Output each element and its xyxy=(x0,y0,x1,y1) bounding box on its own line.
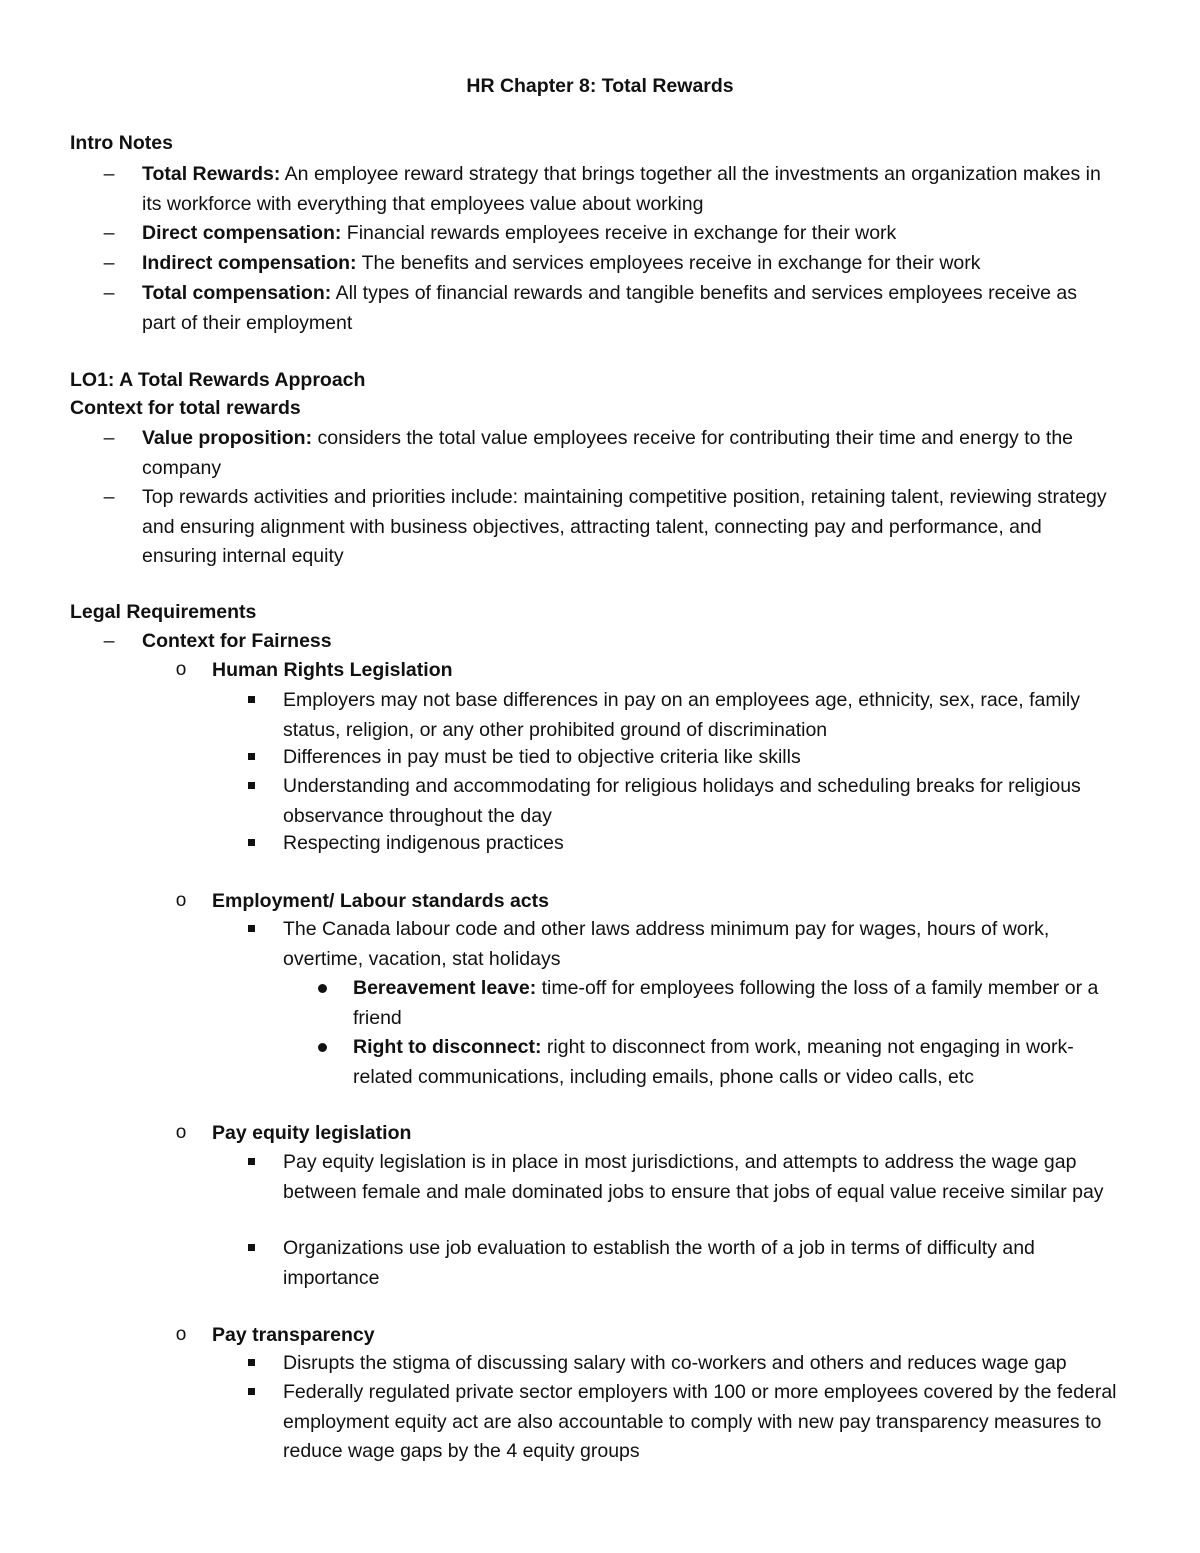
human-rights-label: Human Rights Legislation xyxy=(212,659,453,681)
definition: right to disconnect from work, meaning not engaging in work-related communications, including emails, phone calls or video calls, etc xyxy=(353,1036,1074,1088)
square-bullet xyxy=(248,782,255,789)
definition: An employee reward strategy that brings together all the investments an organization makes in its workforce with everything that employees value about working xyxy=(142,163,1101,215)
term: Direct compensation: xyxy=(142,222,342,244)
term: Total Rewards: xyxy=(142,163,281,185)
point-text: Disrupts the stigma of discussing salary with co-workers and others and reduces wage gap xyxy=(283,1352,1067,1374)
circle-bullet: o xyxy=(175,659,187,680)
intro-item-direct-compensation xyxy=(100,219,1110,249)
legal-heading: Legal Requirements xyxy=(70,601,257,623)
dash-bullet: – xyxy=(103,252,115,274)
dash-bullet: – xyxy=(103,486,115,508)
square-bullet xyxy=(248,1244,255,1251)
intro-item-total-rewards xyxy=(100,160,1110,219)
bereavement-leave-point xyxy=(310,974,1122,1033)
employment-standards-label: Employment/ Labour standards acts xyxy=(212,890,549,912)
pay-transparency-item xyxy=(172,1321,1132,1351)
human-rights-point xyxy=(240,743,1132,773)
pay-transparency-label: Pay transparency xyxy=(212,1324,375,1346)
term: Total compensation: xyxy=(142,282,332,304)
square-bullet xyxy=(248,696,255,703)
point-text: Differences in pay must be tied to objective criteria like skills xyxy=(283,746,801,768)
right-to-disconnect-point xyxy=(310,1033,1122,1092)
definition: All types of financial rewards and tangible benefits and services employees receive as part of their employment xyxy=(142,282,1077,334)
employment-standards-item xyxy=(172,887,1132,917)
human-rights-point xyxy=(240,686,1132,745)
page-title: HR Chapter 8: Total Rewards xyxy=(466,75,734,97)
employment-point xyxy=(240,915,1132,974)
human-rights-item xyxy=(172,656,1132,686)
definition: Top rewards activities and priorities include: maintaining competitive position, retaining talent, reviewing strategy and ensuring alignment with business objectives, attracting talent, connecting pay and performance, and ensuring internal equity xyxy=(142,486,1107,567)
legal-context-item xyxy=(100,627,1110,657)
square-bullet xyxy=(248,753,255,760)
definition: considers the total value employees receive for contributing their time and energy to the company xyxy=(142,427,1074,479)
lo1-subheading: Context for total rewards xyxy=(70,397,301,419)
pay-equity-point xyxy=(240,1234,1132,1293)
pay-equity-item xyxy=(172,1119,1132,1149)
intro-item-indirect-compensation xyxy=(100,249,1110,279)
dash-bullet: – xyxy=(103,163,115,185)
human-rights-point xyxy=(240,829,1132,859)
dash-bullet: – xyxy=(103,282,115,304)
pay-equity-label: Pay equity legislation xyxy=(212,1122,412,1144)
legal-context-label: Context for Fairness xyxy=(142,630,332,652)
point-text: The Canada labour code and other laws address minimum pay for wages, hours of work, overtime, vacation, stat holidays xyxy=(283,918,1050,970)
term: Right to disconnect: xyxy=(353,1036,542,1058)
dash-bullet: – xyxy=(103,222,115,244)
definition: The benefits and services employees receive in exchange for their work xyxy=(356,252,981,274)
point-text: Federally regulated private sector employers with 100 or more employees covered by the federal employment equity act are also accountable to comply with new pay transparency measures to reduce wage gaps by the 4 equity groups xyxy=(283,1381,1117,1462)
intro-heading: Intro Notes xyxy=(70,132,173,154)
square-bullet xyxy=(248,1359,255,1366)
round-bullet xyxy=(318,984,327,993)
term: Indirect compensation: xyxy=(142,252,357,274)
square-bullet xyxy=(248,1158,255,1165)
pay-transparency-point xyxy=(240,1378,1132,1467)
point-text: Understanding and accommodating for religious holidays and scheduling breaks for religious observance throughout the day xyxy=(283,775,1081,827)
intro-item-total-compensation xyxy=(100,279,1110,338)
circle-bullet: o xyxy=(175,890,187,911)
pay-transparency-point xyxy=(240,1349,1132,1379)
pay-equity-point xyxy=(240,1148,1132,1207)
round-bullet xyxy=(318,1043,327,1052)
lo1-item-top-rewards xyxy=(100,483,1110,572)
lo1-item-value-proposition xyxy=(100,424,1110,483)
term: Value proposition: xyxy=(142,427,313,449)
point-text: Employers may not base differences in pay on an employees age, ethnicity, sex, race, family status, religion, or any other prohibited ground of discrimination xyxy=(283,689,1081,741)
definition: Financial rewards employees receive in exchange for their work xyxy=(341,222,897,244)
point-text: Respecting indigenous practices xyxy=(283,832,564,854)
point-text: Pay equity legislation is in place in most jurisdictions, and attempts to address the wage gap between female and male dominated jobs to ensure that jobs of equal value receive similar pay xyxy=(283,1151,1104,1203)
point-text: Organizations use job evaluation to establish the worth of a job in terms of difficulty and importance xyxy=(283,1237,1035,1289)
circle-bullet: o xyxy=(175,1324,187,1345)
human-rights-point xyxy=(240,772,1132,831)
lo1-heading: LO1: A Total Rewards Approach xyxy=(70,369,366,391)
dash-bullet: – xyxy=(103,630,115,652)
circle-bullet: o xyxy=(175,1122,187,1143)
definition: time-off for employees following the loss of a family member or a friend xyxy=(353,977,1099,1029)
square-bullet xyxy=(248,925,255,932)
dash-bullet: – xyxy=(103,427,115,449)
term: Bereavement leave: xyxy=(353,977,537,999)
square-bullet xyxy=(248,839,255,846)
square-bullet xyxy=(248,1388,255,1395)
